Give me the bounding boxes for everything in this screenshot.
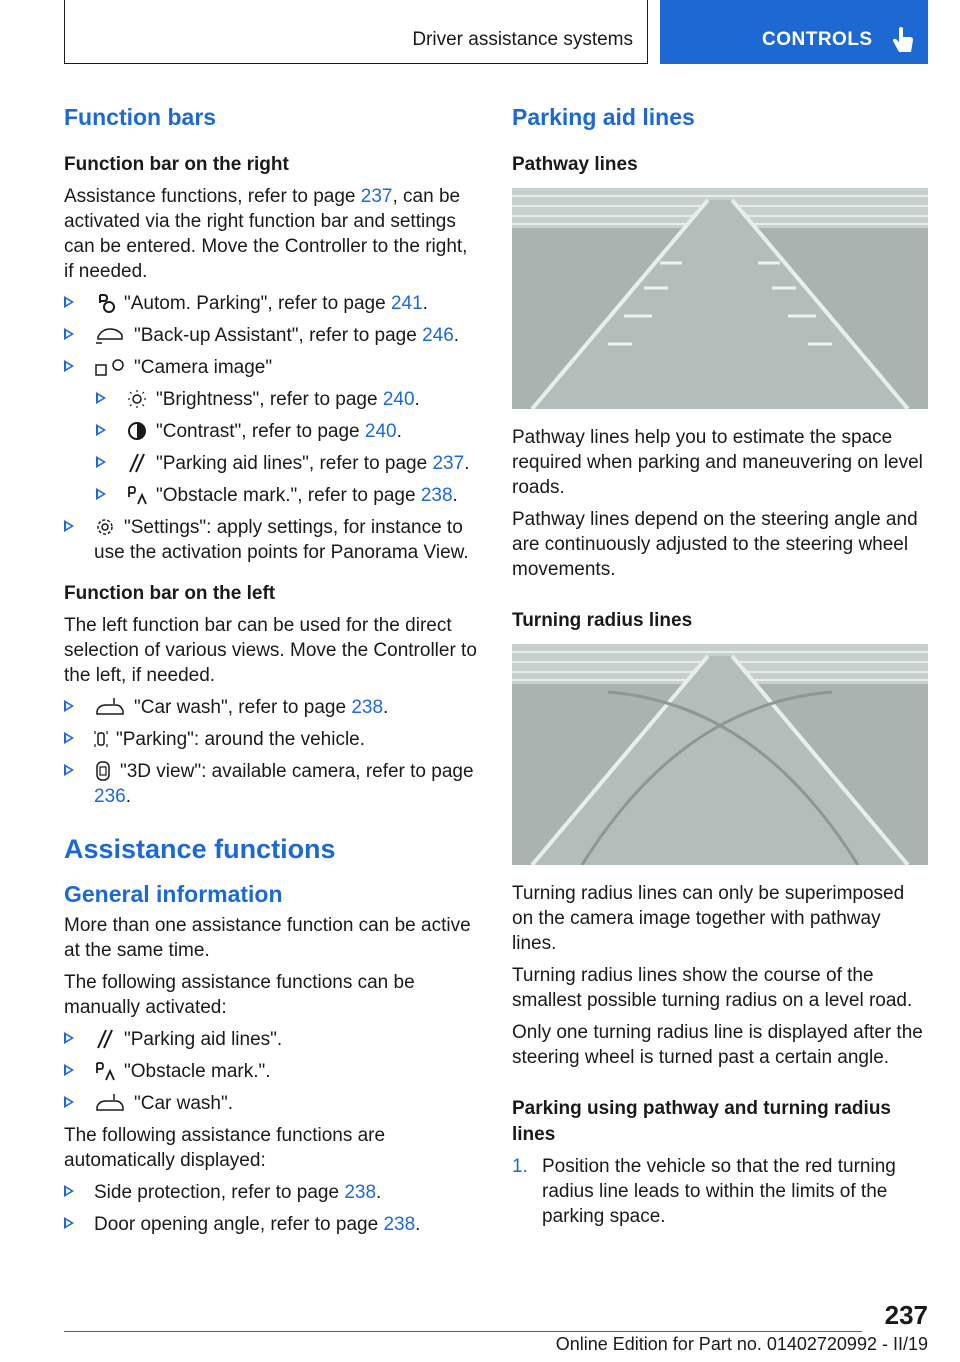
bullet-triangle-icon xyxy=(64,732,74,744)
list-item xyxy=(64,483,480,508)
turning-radius-heading: Turning radius lines xyxy=(512,610,693,631)
list-item xyxy=(64,419,480,444)
car-wash-icon xyxy=(94,1093,126,1113)
camera-image-icon xyxy=(94,357,126,377)
page-link[interactable]: 238 xyxy=(383,1214,416,1235)
list-item xyxy=(64,1091,480,1116)
list-item xyxy=(64,451,480,476)
bullet-triangle-icon xyxy=(64,520,74,532)
header-chapter-title: CONTROLS xyxy=(762,29,873,50)
bullet-triangle-icon xyxy=(64,1096,74,1108)
autom-parking-icon xyxy=(94,293,116,313)
text: . xyxy=(464,453,470,474)
assistance-functions-heading: Assistance functions xyxy=(64,834,336,864)
obstacle-mark-icon xyxy=(126,485,148,505)
backup-assistant-icon xyxy=(94,325,126,345)
page-link[interactable]: 237 xyxy=(432,453,465,474)
page-link[interactable]: 238 xyxy=(420,485,453,506)
turning-paragraph-3: Only one turning radius line is displayed after the steering wheel is turned past a certain angle. xyxy=(512,1022,923,1068)
steps-list xyxy=(512,1154,928,1229)
turning-paragraph-1: Turning radius lines can only be superimposed on the camera image together with pathway lines. xyxy=(512,883,905,954)
contrast-icon xyxy=(126,421,148,441)
parking-aid-lines-icon xyxy=(94,1029,116,1049)
list-item xyxy=(64,1059,480,1084)
bullet-triangle-icon xyxy=(96,392,106,404)
pathway-paragraph-2: Pathway lines depend on the steering angle and are continuously adjusted to the steering wheel movements. xyxy=(512,509,918,580)
page-link[interactable]: 240 xyxy=(364,421,397,442)
step-item xyxy=(512,1154,928,1229)
bullet-triangle-icon xyxy=(96,424,106,436)
manual-functions-list xyxy=(64,1027,480,1116)
text: "Contrast", refer to page xyxy=(156,421,365,442)
text: "Autom. Parking", refer to page xyxy=(124,293,391,314)
bullet-triangle-icon xyxy=(64,1032,74,1044)
text: , can be activated via the right function bar and settings can be entered. Move the Controller to the right, if needed. xyxy=(64,186,468,282)
text: . xyxy=(125,786,131,807)
bullet-triangle-icon xyxy=(96,488,106,500)
pathway-lines-figure xyxy=(512,188,928,409)
step-number: 1. xyxy=(512,1156,528,1177)
parking-view-icon xyxy=(94,729,108,749)
function-bars-heading: Function bars xyxy=(64,104,217,130)
text: "Back-up Assistant", refer to page xyxy=(134,325,423,346)
page-link[interactable]: 246 xyxy=(422,325,454,346)
header-chapter-box xyxy=(660,0,928,64)
general-paragraph-2: The following assistance functions can be manually activated: xyxy=(64,972,415,1018)
text: . xyxy=(453,325,460,346)
text: "Settings": apply settings, for instance to use the activation points for Panorama View. xyxy=(94,517,469,563)
text: . xyxy=(422,293,428,314)
list-item xyxy=(64,1027,480,1052)
text: Assistance functions, refer to page xyxy=(64,186,361,207)
brightness-icon xyxy=(126,389,148,409)
pointing-hand-icon xyxy=(890,26,916,56)
left-column xyxy=(64,100,480,1253)
bullet-triangle-icon xyxy=(64,700,74,712)
text: . xyxy=(383,697,389,718)
pathway-lines-heading: Pathway lines xyxy=(512,154,638,175)
bullet-triangle-icon xyxy=(64,1185,74,1197)
page-header xyxy=(64,0,928,64)
step-text: Position the vehicle so that the red turning radius line leads to within the limits of the parking space. xyxy=(542,1156,896,1227)
left-bar-paragraph: The left function bar can be used for the direct selection of various views. Move the Controller to the left, if needed. xyxy=(64,615,477,686)
auto-functions-list xyxy=(64,1180,480,1237)
list-item xyxy=(64,515,480,565)
right-bar-list xyxy=(64,291,480,565)
text: "Camera image" xyxy=(134,357,273,378)
text: "Car wash", refer to page xyxy=(134,697,352,718)
turning-radius-figure xyxy=(512,644,928,865)
footer-divider xyxy=(64,1331,862,1332)
page-link[interactable]: 237 xyxy=(360,186,393,207)
list-item xyxy=(64,759,480,809)
text: "Parking aid lines", refer to page xyxy=(156,453,433,474)
bullet-triangle-icon xyxy=(64,328,74,340)
text: "Obstacle mark.", refer to page xyxy=(156,485,421,506)
general-paragraph-3: The following assistance functions are automatically displayed: xyxy=(64,1125,386,1171)
page-link[interactable]: 241 xyxy=(390,293,423,314)
list-item xyxy=(64,355,480,380)
bullet-triangle-icon xyxy=(64,360,74,372)
list-item xyxy=(64,695,480,720)
text: "Brightness", refer to page xyxy=(156,389,383,410)
text: . xyxy=(396,421,402,442)
text: Door opening angle, refer to page xyxy=(94,1214,384,1235)
general-paragraph-1: More than one assistance function can be active at the same time. xyxy=(64,915,471,961)
parking-using-lines-heading: Parking using pathway and turning radius lines xyxy=(512,1098,891,1145)
edition-text: Online Edition for Part no. 01402720992 - II/19 xyxy=(555,1334,928,1354)
header-section-title: Driver assistance systems xyxy=(412,29,633,50)
bullet-triangle-icon xyxy=(64,1064,74,1076)
general-information-heading: General information xyxy=(64,881,283,907)
bullet-triangle-icon xyxy=(64,1217,74,1229)
parking-aid-lines-icon xyxy=(126,453,148,473)
list-item xyxy=(64,1180,480,1205)
page-link[interactable]: 240 xyxy=(382,389,415,410)
text: "Parking": around the vehicle. xyxy=(116,729,366,750)
right-bar-paragraph xyxy=(64,184,480,284)
text: "Car wash". xyxy=(134,1093,234,1114)
list-item xyxy=(64,387,480,412)
bullet-triangle-icon xyxy=(64,296,74,308)
parking-aid-lines-heading: Parking aid lines xyxy=(512,104,695,130)
text: "Obstacle mark.". xyxy=(124,1061,271,1082)
page-link[interactable]: 236 xyxy=(94,786,126,807)
page-link[interactable]: 238 xyxy=(344,1182,377,1203)
right-column xyxy=(512,100,928,1229)
bullet-triangle-icon xyxy=(96,456,106,468)
text: . xyxy=(415,1214,421,1235)
3d-view-icon xyxy=(94,761,112,781)
left-bar-list xyxy=(64,695,480,809)
list-item xyxy=(64,291,480,316)
turning-paragraph-2: Turning radius lines show the course of the smallest possible turning radius on a level road. xyxy=(512,965,913,1011)
text: . xyxy=(376,1182,382,1203)
bullet-triangle-icon xyxy=(64,764,74,776)
car-wash-icon xyxy=(94,697,126,717)
page-link[interactable]: 238 xyxy=(351,697,384,718)
list-item xyxy=(64,727,480,752)
text: . xyxy=(414,389,420,410)
list-item xyxy=(64,323,480,348)
text: "3D view": available camera, refer to page xyxy=(120,761,474,782)
header-section-box xyxy=(64,0,648,64)
page-number: 237 xyxy=(884,1300,928,1330)
text: Side protection, refer to page xyxy=(94,1182,345,1203)
text: "Parking aid lines". xyxy=(124,1029,283,1050)
obstacle-mark-icon xyxy=(94,1061,116,1081)
list-item xyxy=(64,1212,480,1237)
right-bar-heading: Function bar on the right xyxy=(64,154,289,175)
text: . xyxy=(452,485,458,506)
settings-icon xyxy=(94,517,116,537)
pathway-paragraph-1: Pathway lines help you to estimate the space required when parking and maneuvering on level roads. xyxy=(512,427,923,498)
left-bar-heading: Function bar on the left xyxy=(64,583,276,604)
